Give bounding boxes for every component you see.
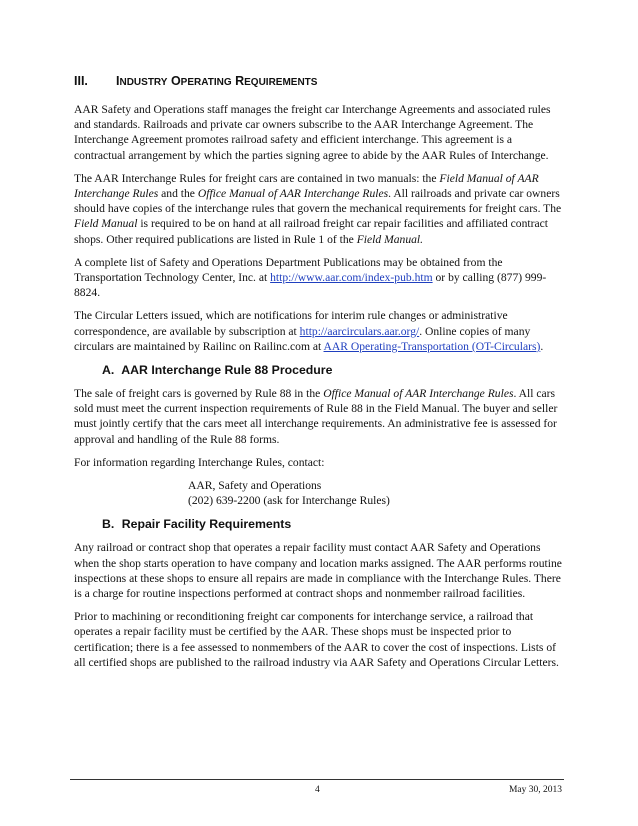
paragraph-circular-letters: The Circular Letters issued, which are notifications for interim rule changes or administrative correspondence, are available by subscription at http://aarcirculars.aar.org/. Online copies of many circulars are maintained by Railinc on Railinc.com at AAR Operating-Transportation (OT-Circulars). — [74, 309, 544, 353]
paragraph-rule-88: The sale of freight cars is governed by Rule 88 in the Office Manual of AAR Interchange Rules. All cars sold must meet the current inspection requirements of Rule 88 in the Field Manual. The buyer and seller must jointly certify that the cars meet all interchange requirements. An administrative fee is assessed for approval and handling of the Rule 88 forms. — [74, 387, 558, 446]
paragraph-interchange-rules: The AAR Interchange Rules for freight cars are contained in two manuals: the Field Manual of AAR Interchange Rules and the Office Manual of AAR Interchange Rules. All railroads and private car owners should have copies of the interchange rules that govern the mechanical requirements for freight cars. The Field Manual is required to be on hand at all railroad freight car repair facilities and affiliated contract shops. Other required publications are listed in Rule 1 of the Field Manual. — [74, 171, 562, 246]
page-footer — [70, 779, 564, 795]
paragraph-interchange-agreements: AAR Safety and Operations staff manages the freight car Interchange Agreements and associated rules and standards. Railroads and private car owners subscribe to the AAR Interchange Agreement. The Interchange Agreement promotes railroad safety and efficient interchange. This agreement is a contractual arrangement by which the parties signing agree to abide by the AAR Rules of Interchange. — [74, 103, 551, 162]
subsection-a-heading: A. AAR Interchange Rule 88 Procedure — [102, 363, 333, 378]
section-title: INDUSTRY OPERATING REQUIREMENTS — [116, 74, 318, 88]
page-number: 4 — [315, 785, 320, 795]
section-heading — [74, 72, 564, 92]
contact-address — [188, 478, 564, 508]
aar-circulars-link[interactable]: http://aarcirculars.aar.org/ — [299, 324, 420, 338]
paragraph-repair-facility: Any railroad or contract shop that operates a repair facility must contact AAR Safety and Operations when the shop starts operation to have company and location marks assigned. The AAR performs routine inspections at these shops to ensure all repairs are made in compliance with the Interchange Rules. There is a charge for routine inspections performed at contract shops and nonmember railroad facilities. — [74, 541, 562, 601]
paragraph-certification: Prior to machining or reconditioning freight car components for interchange service, a railroad that operates a repair facility must be certified by the AAR. These shops must be inspected prior to certification; there is a fee assessed to nonmembers of the AAR to cover the cost of inspections. Lists of all certified shops are published to the railroad industry via AAR Safety and Operations Circular Letters. — [74, 610, 559, 669]
paragraph-publications: A complete list of Safety and Operations Department Publications may be obtained from the Transportation Technology Center, Inc. at http://www.aar.com/index-pub.htm or by calling (877) 999-8824. — [74, 255, 547, 300]
paragraph-contact-intro: For information regarding Interchange Rules, contact: — [74, 455, 325, 469]
section-number: III. — [74, 74, 88, 88]
ot-circulars-link[interactable]: AAR Operating-Transportation (OT-Circulars) — [323, 339, 541, 353]
aar-publications-link[interactable]: http://www.aar.com/index-pub.htm — [270, 271, 433, 285]
subsection-b-heading: B. Repair Facility Requirements — [102, 517, 292, 532]
address-line-1: AAR, Safety and Operations — [188, 479, 322, 493]
footer-date: May 30, 2013 — [508, 785, 562, 795]
address-line-2: (202) 639-2200 (ask for Interchange Rules) — [188, 494, 390, 508]
page-content — [74, 72, 564, 678]
